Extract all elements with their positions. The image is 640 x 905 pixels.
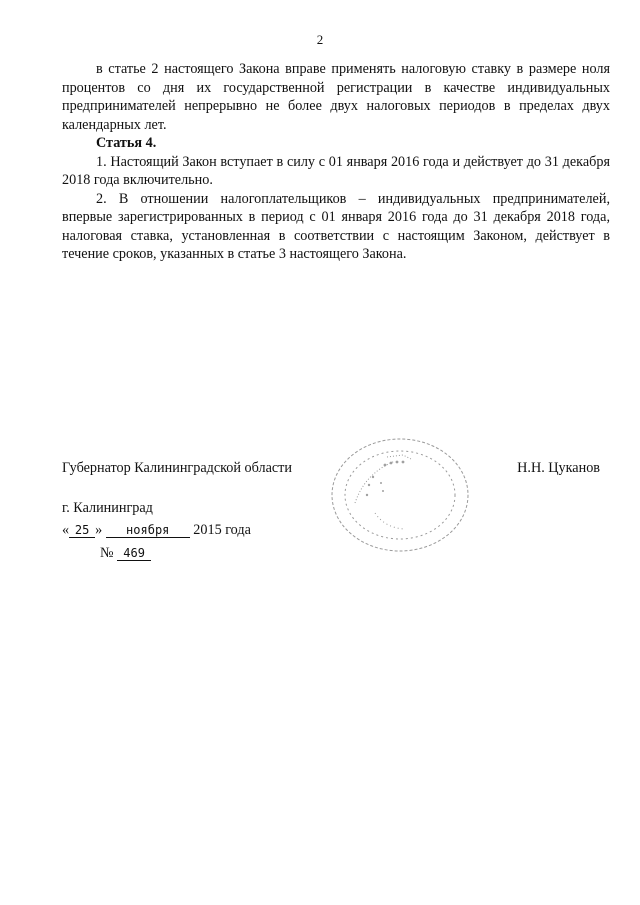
intro-paragraph: в статье 2 настоящего Закона вправе применять налоговую ставку в размере ноля процентов со дня их государственной регистрации в качестве индивидуальных предпринимателей непрерывно не более двух налоговых периодов в пределах двух календарных лет. xyxy=(62,61,610,133)
document-body xyxy=(62,60,610,264)
number-label: № xyxy=(100,545,114,561)
date-day: 25 xyxy=(69,523,95,538)
article-paragraph-2: 2. В отношении налогоплательщиков – индивидуальных предпринимателей, впервые зарегистрированных в период с 01 января 2016 года до 31 декабря 2018 года, налоговая ставка, установленная в соответствии с настоящим Законом, действует в течение сроков, указанных в статье 3 настоящего Закона. xyxy=(62,190,610,262)
article-heading: Статья 4. xyxy=(96,135,157,151)
signatory-title: Губернатор Калининградской области xyxy=(62,460,292,476)
date-month: ноября xyxy=(106,523,190,538)
official-seal-stamp xyxy=(325,433,475,558)
article-paragraph-1: 1. Настоящий Закон вступает в силу с 01 января 2016 года и действует до 31 декабря 2018 года включительно. xyxy=(62,153,610,188)
place-of-signing: г. Калининград xyxy=(62,500,153,516)
document-number-line xyxy=(100,545,151,562)
document-number: 469 xyxy=(117,546,151,561)
date-close-quote: » xyxy=(95,522,103,538)
signatory-name: Н.Н. Цуканов xyxy=(517,460,600,476)
page-number: 2 xyxy=(316,32,324,47)
date-open-quote: « xyxy=(62,522,70,538)
date-line xyxy=(62,522,251,539)
date-year: 2015 года xyxy=(193,522,251,538)
